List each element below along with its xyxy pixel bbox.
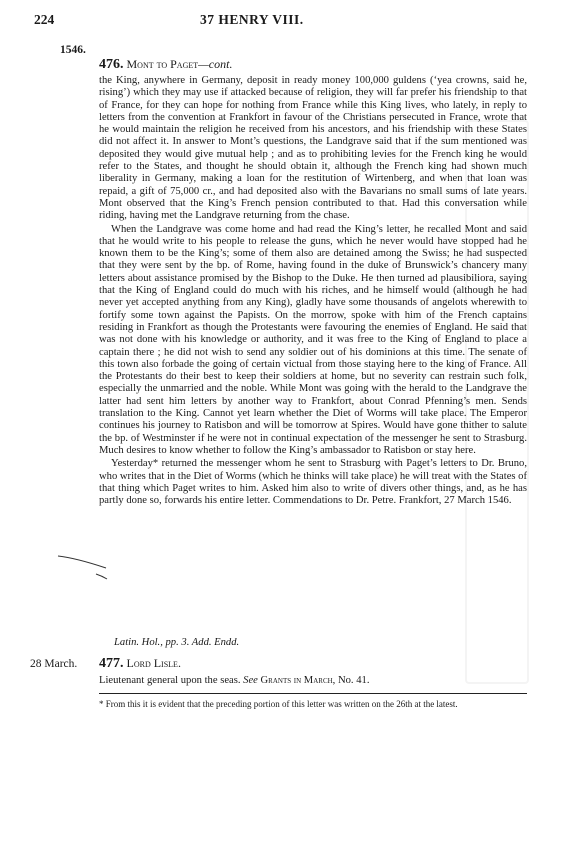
- paragraph: When the Landgrave was come home and had read the King’s letter, he recalled Mont and said that he would write to his people to release the guns, which he never would have stopped had he known them to be the King’s; some of them also are detained among the Swiss; he had suspected that they were sent by the bp. of Rome, having found in the duke of Brunswick’s chancery many letters about assistance promised by the Bishop to the Duke. He then turned ad plausibiliora, saying that the King of England could do much with his riches, and he himself would (although he had never yet accepted anything from any King), gladly have some thousands of angelots wherewith to fortify some town against the Papists. On the morrow, spoke with him of the French captains residing in Frankfort as though the Protestants were favouring the enemies of England. He said that was not done with his knowledge or authority, and it was free to the King of England to place a captain there ; he did not wish to send any soldier out of his dominions at this time. The senate of this town also forbade the going of certain victual from those staying here to the king of France. All the Protestants do their best to keep their soldiers at home, but no severity can restrain such folk, especially the unmarried and the noble. While Mont was going with the herald to the Landgrave the latter had sent him letters by another way to Frankfort, about Conrad Pfenning’s men. Sends translation to the King. Cannot yet learn whether the Diet of Worms will take place. The Emperor continues his journey to Ratisbon and will be tomorrow at Spires. Would have gone thither to salute the bp. of Westminster if he were not in continual expectation of the messenger he sent to Strasburg. Much desires to know whether to follow the King’s ambassador to Ratisbon or stay here.: [99, 223, 527, 456]
- entry-476-heading: [99, 57, 232, 73]
- grants-number: No. 41.: [337, 675, 370, 686]
- margin-date: 28 March.: [30, 658, 78, 670]
- see-label: See: [243, 675, 258, 686]
- margin-year: 1546.: [60, 44, 86, 56]
- entry-476-number: 476.: [99, 57, 124, 72]
- entry-477-grant: [99, 675, 369, 686]
- footnote-rule: [99, 693, 527, 694]
- paragraph: Yesterday* returned the messenger whom he sent to Strasburg with Paget’s letters to Dr. Bruno, who writes that in the Diet of Worms (which he thinks will take place) he will treat with the States of that thing which Paget writes to him. Asked him also to write of divers other things, and, as he has partly done so, forwards his entire letter. Commendations to Dr. Petre. Frankfort, 27 March 1546.: [99, 458, 527, 507]
- grants-reference: Grants in March,: [260, 675, 336, 686]
- entry-477-number: 477.: [99, 656, 124, 671]
- entry-476-suffix: —cont.: [198, 57, 233, 71]
- running-title: 37 HENRY VIII.: [200, 12, 304, 27]
- footnote: * From this it is evident that the preceding portion of this letter was written on the 26th at the latest.: [99, 699, 458, 709]
- paragraph: the King, anywhere in Germany, deposit in ready money 100,000 guldens (‘yea crowns, said he, rising’) which they may use if attacked because of religion, they will far prefer his friendship to that of France, for they can hope for nothing from France while this King lives, who lately, in reply to letters from the convention at Frankfort in favour of the Christians persecuted in France, wrote that he would maintain the religion he received from his ancestors, and his friendship with these States did not affect it. In answer to Mont’s questions, the Landgrave said that if the sum mentioned was deposited they would give mutual help ; and as to prohibiting levies for the French king he would refer to the States, and thought he should obtain it, although the French king had shown much liberality in Germany, making a loan for the restitution of Wirtenberg, and when that loan was repaid, a gift of 75,000 cr., and had deposited also with the Bavarians no small sums of late years. Mont observed that the King’s French pension contributed to that. Had this conversation while riding, having met the Landgrave returning from the chase.: [99, 75, 527, 222]
- pencil-annotation-mark: [56, 546, 108, 586]
- entry-476-body: [99, 75, 527, 507]
- page-number: 224: [34, 12, 55, 27]
- entry-476-reference: Latin. Hol., pp. 3. Add. Endd.: [114, 637, 240, 648]
- grant-text: Lieutenant general upon the seas.: [99, 675, 241, 686]
- entry-477-heading: [99, 656, 181, 672]
- entry-476-title: Mont to Paget: [126, 57, 199, 71]
- entry-477-title: Lord Lisle.: [126, 656, 181, 670]
